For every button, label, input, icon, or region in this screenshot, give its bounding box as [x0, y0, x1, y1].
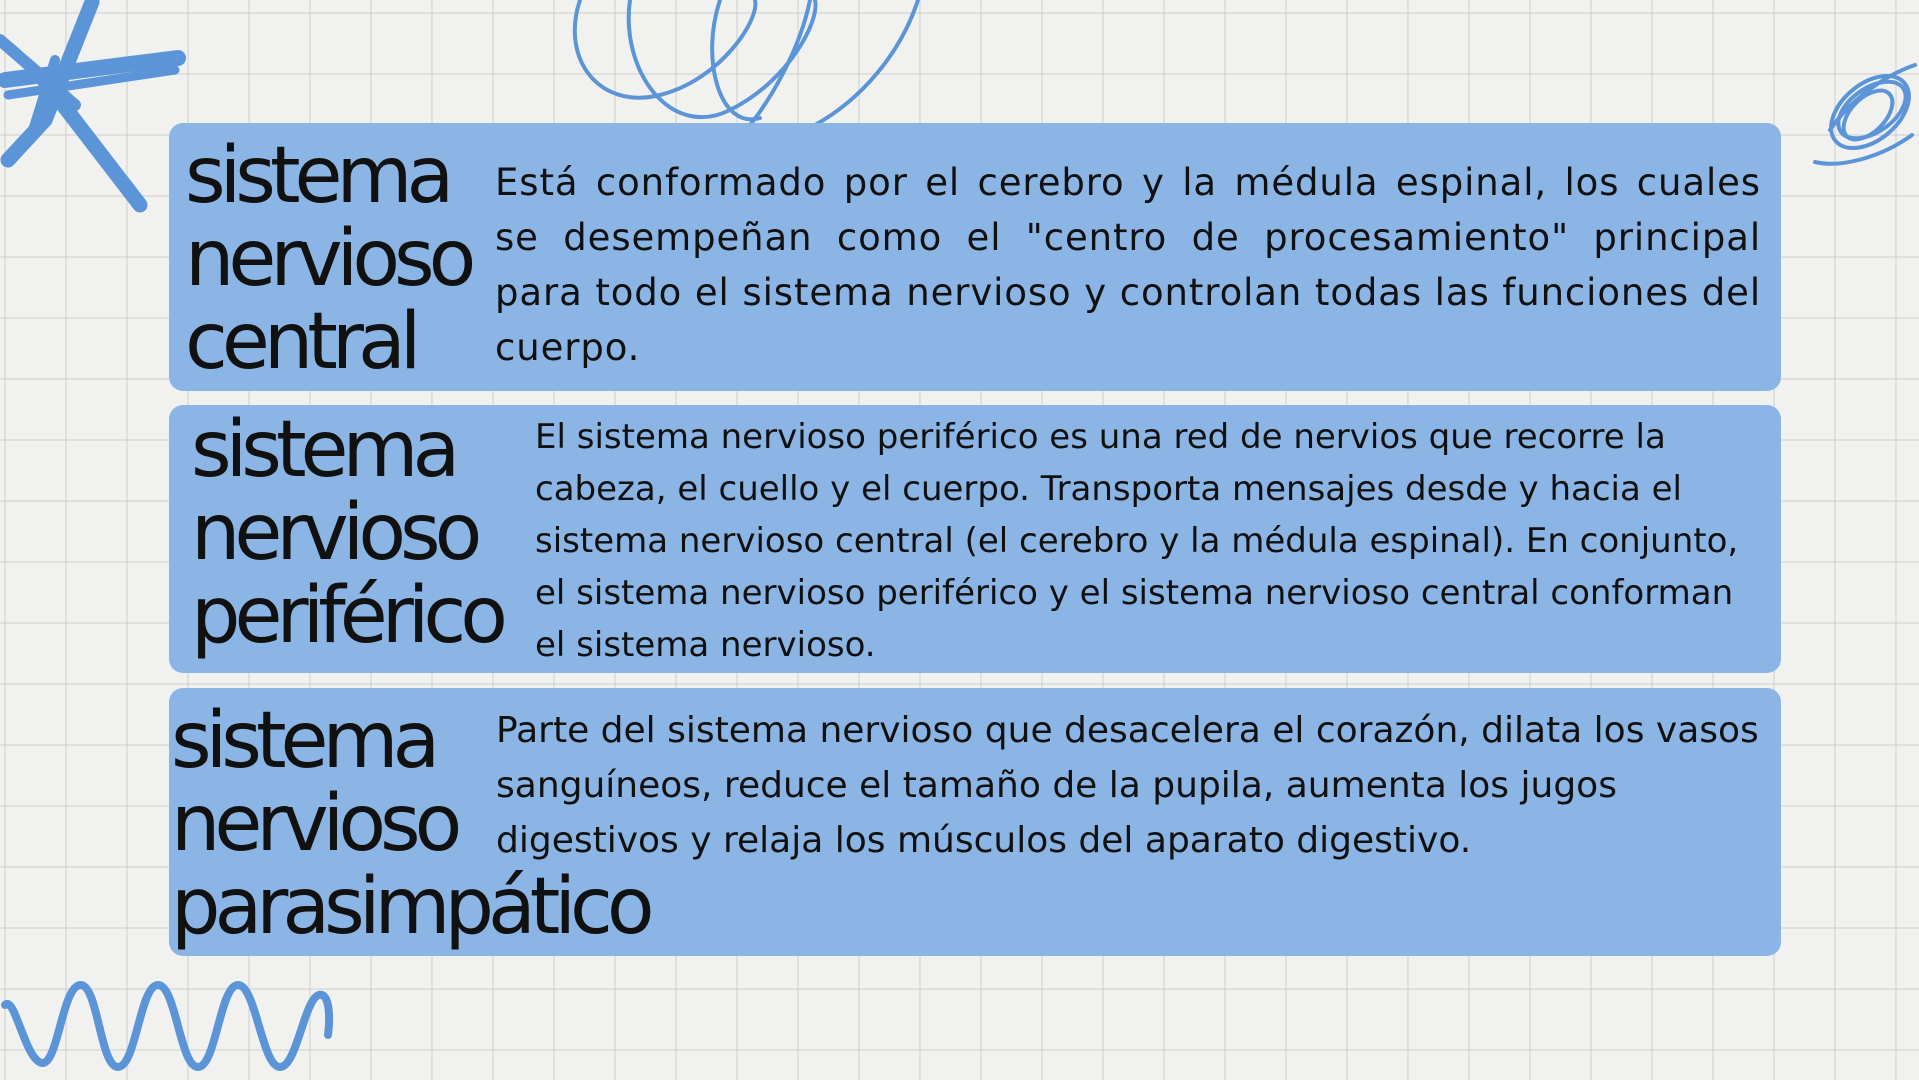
card-title: [191, 405, 503, 661]
card-title: [185, 131, 471, 387]
card-title-line: nervioso: [185, 214, 471, 304]
card-title-line: nervioso: [191, 488, 477, 578]
card-description: El sistema nervioso periférico es una red de nervios que recorre la cabeza, el cuello y el cuerpo. Transporta mensajes desde y hacia el sistema nervioso central (el cerebro y la médula espinal). En conjunto, el sistema nervioso periférico y el sistema nervioso central conforman el sistema nervioso.: [535, 417, 1739, 665]
card-title-line: periférico: [191, 571, 503, 661]
card-title-line: sistema: [185, 131, 449, 221]
card-title-line: sistema: [171, 696, 435, 786]
scribble-circle-doodle: [1800, 40, 1919, 180]
card-central-nervous-system: [169, 123, 1781, 391]
card-title-line: nervioso: [171, 779, 457, 869]
card-title-line: parasimpático: [171, 862, 649, 952]
card-title-line: central: [185, 297, 416, 387]
card-title-line: sistema: [191, 405, 455, 495]
card-parasympathetic-nervous-system: [169, 688, 1781, 956]
zigzag-doodle: [0, 975, 340, 1080]
card-description: Está conformado por el cerebro y la médula espinal, los cuales se desempeñan como el "centro de procesamiento" principal para todo el sistema nervioso y controlan todas las funciones del cuerpo.: [495, 161, 1761, 369]
loop-doodle: [560, 0, 930, 130]
card-description: Parte del sistema nervioso que desacelera el corazón, dilata los vasos sanguíneos, reduce el tamaño de la pupila, aumenta los jugos digestivos y relaja los músculos del aparato digestivo.: [496, 710, 1759, 861]
card-peripheral-nervous-system: [169, 405, 1781, 673]
